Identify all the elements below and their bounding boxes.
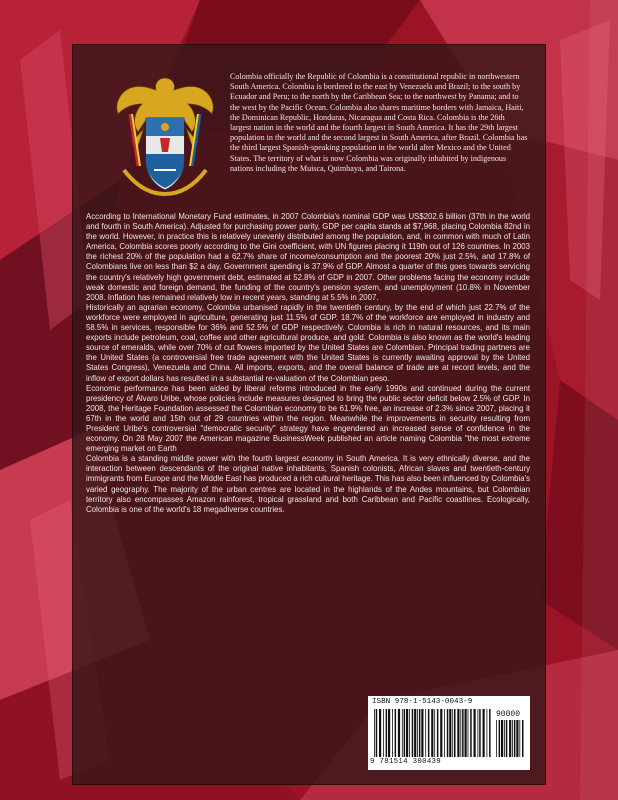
paragraph-culture-geography: Colombia is a standing middle power with the fourth largest economy in South America. It is very ethnically diverse, and the interaction between descendants of the original native inhabitants, Spanish colonists, African slaves and twentieth-century immigrants from Europe and the Middle East has produced a rich cultural heritage. This has also been influenced by Colombia's varied geography. The majority of the urban centres are located in the highlands of the Andes mountains, but Colombian territory also encompasses Amazon rainforest, tropical grassland and both Caribbean and Pacific coastlines. Ecologically, Colombia is one of the world's 18 megadiverse countries. [86, 454, 530, 514]
price-code: 90000 [496, 710, 521, 719]
paragraph-economy-history: Historically an agrarian economy, Colombia urbanised rapidly in the twentieth century, by the end of which just 22.7% of the workforce were employed in agriculture, generating just 11.5% of GDP. 18.7% of the workforce are employed in industry and 58.5% in services, responsible for 36% and 52.5% of GDP respectively. Colombia is rich in natural resources, and its main exports include petroleum, coal, coffee and other agricultural produce, and gold. Colombia is also known as the world's leading source of emeralds, while over 70% of cut flowers imported by the United States are Colombian. Principal trading partners are the United States (a controversial free trade agreement with the United States is currently awaiting approval by the United States Congress), Venezuela and China. All imports, exports, and the overall balance of trade are at record levels, and the inflow of export dollars has resulted in a substantial re-valuation of the Colombian peso. [86, 302, 530, 383]
barcode-digits: 9 781514 300439 [370, 758, 442, 766]
paragraph-economy-gdp: According to International Monetary Fund estimates, in 2007 Colombia's nominal GDP was US$202.6 billion (37th in the world and fourth in South America). Adjusted for purchasing power parity, GDP per capita stands at $7,968, placing Colombia 82nd in the world. However, in practice this is relatively unevenly distributed among the population, and, in common with much of Latin America, Colombia scores poorly according to the Gini coefficient, with UN figures placing it 119th out of 126 countries. In 2003 the richest 20% of the population had a 62.7% share of income/consumption and the poorest 20% just 2.5%, and 17.8% of Colombians live on less than $2 a day. Government spending is 37.9% of GDP. Almost a quarter of this goes towards servicing the country's relatively high government debt, estimated at 52.8% of GDP in 2007. Other problems facing the economy include weak domestic and foreign demand, the funding of the country's pension system, and unemployment (10.8% in November 2008. Inflation has remained relatively low in recent years, standing at 5.5% in 2007. [86, 212, 530, 302]
isbn-label: ISBN 978-1-5143-0043-9 [372, 698, 473, 706]
isbn-barcode-box [368, 696, 530, 770]
barcode-icon [374, 709, 492, 757]
price-barcode-icon [496, 720, 526, 757]
coat-of-arms-icon [110, 70, 220, 200]
paragraph-economic-performance: Economic performance has been aided by liberal reforms introduced in the early 1990s and continued during the current presidency of Álvaro Uribe, whose policies include measures designed to bring the public sector deficit below 2.5% of GDP. In 2008, the Heritage Foundation assessed the Colombian economy to be 61.9% free, an increase of 2.3% since 2007, placing it 67th in the world and 15th out of 29 countries within the region. Meanwhile the improvements in security resulting from President Uribe's controversial "democratic security" strategy have engendered an increased sense of confidence in the economy. On 28 May 2007 the American magazine BusinessWeek published an article naming Colombia "the most extreme emerging market on Earth [86, 383, 530, 454]
intro-paragraph: Colombia officially the Republic of Colombia is a constitutional republic in northwestern South America. Colombia is bordered to the east by Venezuela and Brazil; to the south by Ecuador and Peru; to the north by the Caribbean Sea; to the northwest by Panama; and to the west by the Pacific Ocean. Colombia also shares maritime borders with Jamaica, Haiti, the Dominican Republic, Honduras, Nicaragua and Costa Rica. Colombia is the 26th largest nation in the world and the fourth largest in South America. It has the 29th largest population in the world and the second largest in South America, after Brazil. Colombia has the third largest Spanish-speaking population in the world after Mexico and the United States. The territory of what is now Colombia was originally inhabited by indigenous nations including the Muisca, Quimbaya, and Tairona. [230, 72, 528, 173]
body-text [86, 212, 530, 515]
